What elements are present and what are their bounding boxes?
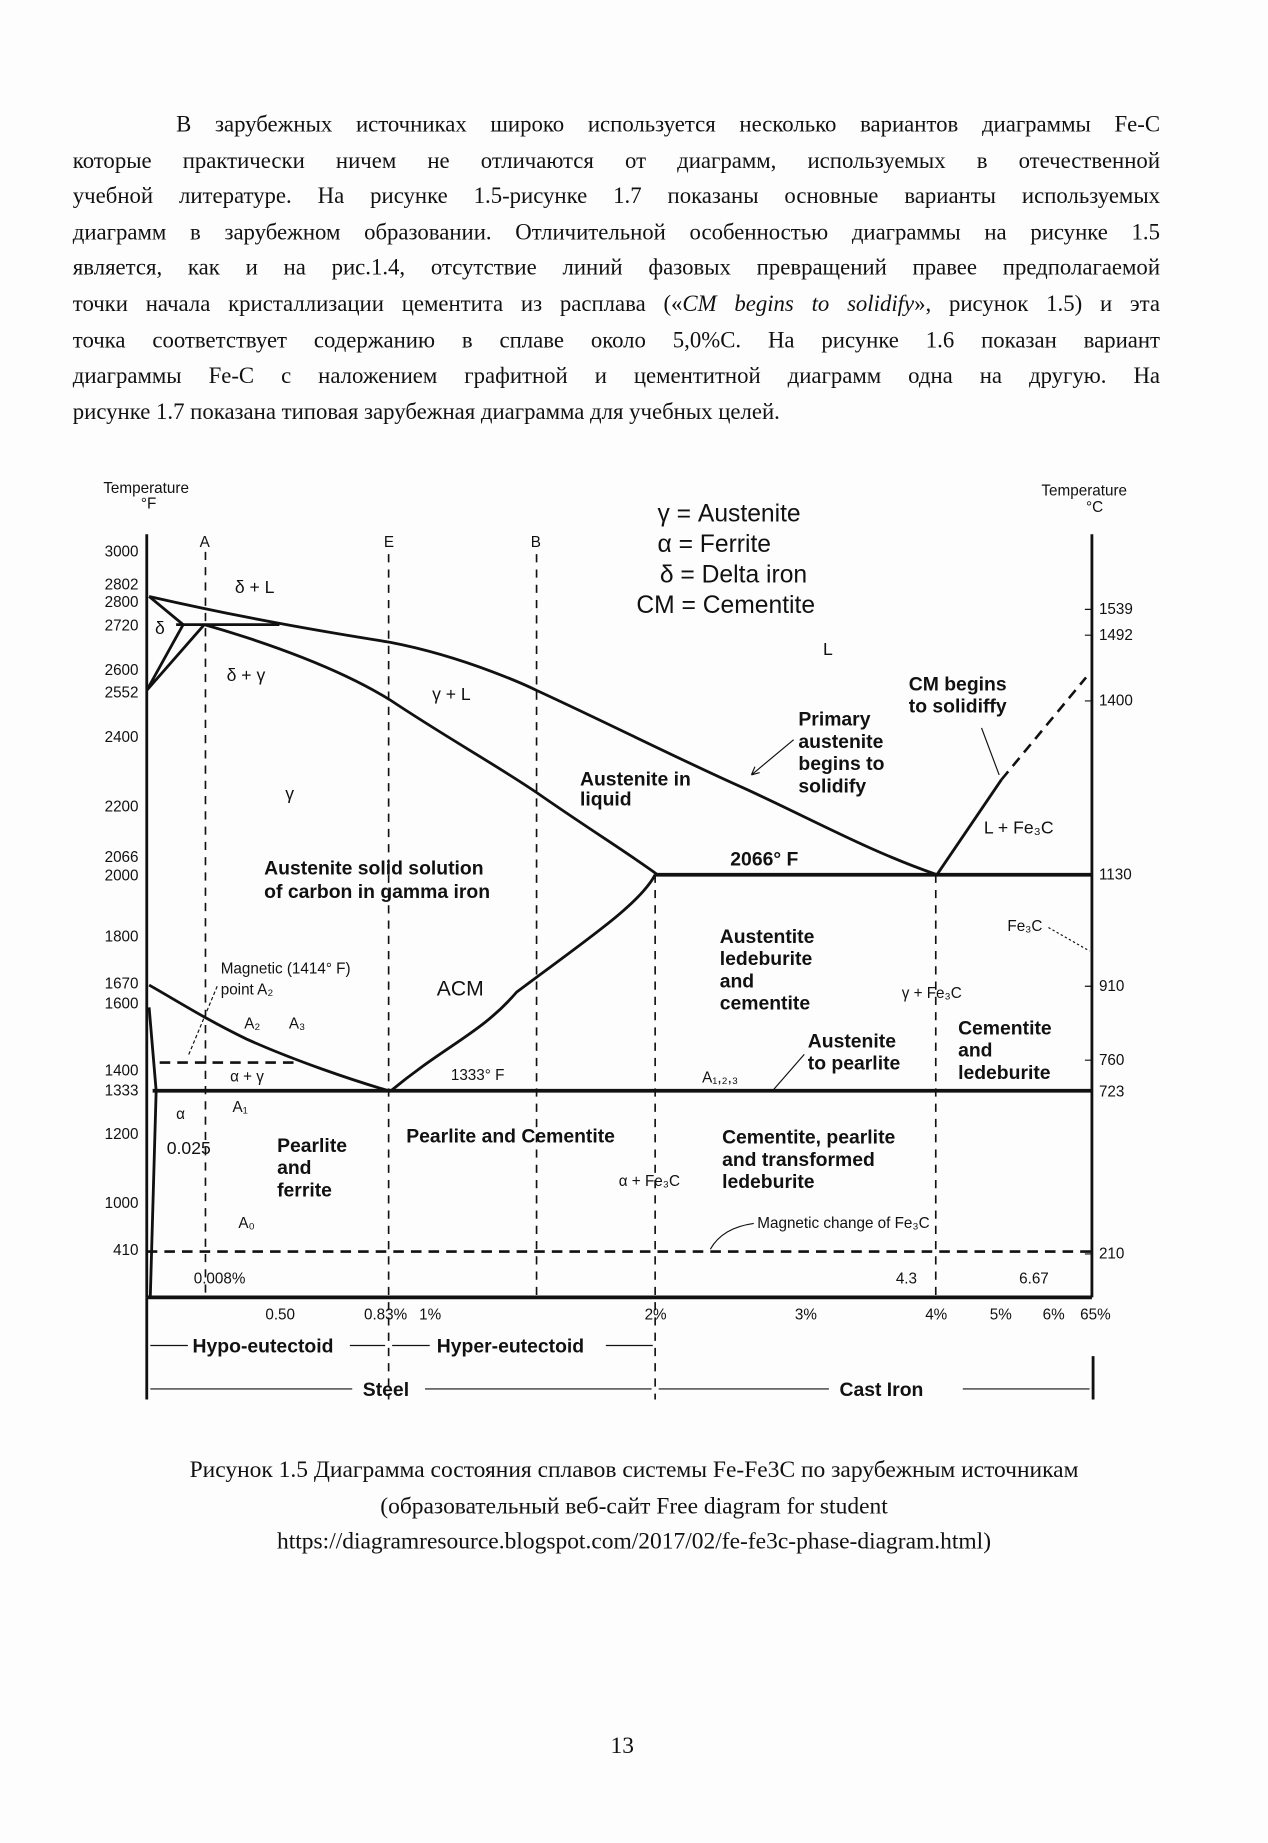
x-tick-label: 0.83%	[363, 1306, 408, 1324]
label-pearlite-ferrite: Pearlite	[277, 1134, 348, 1157]
x-tick-label: 5%	[989, 1306, 1012, 1324]
tick-label: 2200	[104, 798, 139, 816]
caption-line: Рисунок 1.5 Диаграмма состояния сплавов системы Fe-Fe3C по зарубежным источникам	[189, 1457, 1079, 1483]
label-0025: 0.025	[166, 1138, 211, 1159]
tick-label: 210	[1098, 1245, 1125, 1263]
tick-label: 1400	[1098, 692, 1133, 710]
label-alpha: α	[176, 1105, 185, 1123]
label-magnetic-point: Magnetic (1414° F)	[220, 960, 351, 978]
caption-line: https://diagramresource.blogspot.com/2017/02/fe-fe3c-phase-diagram.html)	[276, 1528, 992, 1555]
tick-label: 723	[1098, 1083, 1125, 1101]
label-a2: A₂	[244, 1015, 261, 1033]
label-delta: δ	[154, 618, 165, 639]
label-delta-l: δ + L	[234, 576, 275, 597]
label-primary: Primary	[798, 708, 871, 731]
label-0008: 0.008%	[193, 1270, 246, 1288]
region-labels	[155, 577, 1090, 1287]
label-austenite-to-pearlite: to pearlite	[807, 1052, 901, 1075]
label-cast-iron: Cast Iron	[839, 1379, 924, 1402]
cm-liquidus-extrapolation	[1002, 677, 1087, 779]
tick-label: 410	[113, 1242, 139, 1260]
label-a123: A₁,₂,₃	[702, 1069, 739, 1087]
label-cementite-pearlite: ledeburite	[722, 1171, 815, 1194]
label-austenite-to-pearlite: Austenite	[807, 1030, 896, 1053]
arrow-icon	[773, 1054, 805, 1090]
tick-label: 2720	[104, 617, 139, 635]
label-a3: A₃	[288, 1015, 306, 1033]
x-tick-label: 6%	[1042, 1306, 1065, 1324]
tick-label: 1539	[1098, 601, 1133, 619]
label-cm-begins: to solidiffy	[908, 695, 1007, 718]
paragraph-line: является, как и на рис.1.4, отсутствие линий фазовых превращений правее предполагаемой	[72, 256, 1161, 282]
x-tick-label: 2%	[644, 1306, 667, 1324]
alpha-solvus-line	[149, 1007, 156, 1297]
paragraph-line: которые практически ничем не отличаются от диаграмм, используемых в отечественной	[72, 148, 1161, 174]
paragraph-line: точка соответствует содержанию в сплаве около 5,0%С. На рисунке 1.6 показан вариант	[72, 328, 1161, 353]
label-primary: solidify	[798, 775, 867, 798]
label-gamma: γ	[285, 783, 295, 804]
right-axis-unit: °C	[1086, 498, 1104, 516]
label-austentite-ledeburite: cementite	[719, 992, 811, 1015]
tick-label: 1800	[104, 928, 139, 946]
tick-label: 1600	[104, 995, 139, 1013]
tick-label: 2000	[104, 867, 139, 885]
paragraph-line: учебной литературе. На рисунке 1.5-рисунке 1.7 показаны основные варианты используемых	[72, 184, 1161, 210]
delta-boundaries	[147, 596, 205, 690]
right-axis-title: Temperature	[1041, 482, 1128, 500]
tick-label: 910	[1098, 977, 1125, 995]
label-gamma-fe3c: γ + Fe₃C	[901, 984, 962, 1002]
tick-label: 760	[1098, 1051, 1125, 1069]
label-austenite-in-liquid: Austenite in	[580, 768, 691, 791]
tick-label: 1000	[104, 1195, 139, 1213]
x-ticks	[265, 1307, 1111, 1324]
legend-item: CM = Cementite	[636, 591, 816, 619]
caption-line: (образовательный веб-сайт Free diagram for student	[380, 1492, 888, 1519]
arrow-icon	[982, 728, 1000, 775]
paragraph-line: В зарубежных источниках широко используется несколько вариантов диаграммы Fe-C	[176, 112, 1161, 138]
tick-label: 2800	[104, 594, 139, 612]
line-start: точки начала кристаллизации цементита из расплава («	[72, 292, 683, 317]
label-austenite-solid: Austenite solid solution	[264, 857, 484, 880]
marker-label-b: B	[530, 534, 541, 552]
tick-label: 3000	[104, 543, 139, 561]
page-number: 13	[610, 1732, 635, 1759]
label-austentite-ledeburite: ledeburite	[719, 948, 813, 971]
legend-item: δ = Delta iron	[659, 561, 808, 589]
label-delta-gamma: δ + γ	[226, 664, 266, 685]
tick-label: 1492	[1098, 626, 1133, 644]
paragraph-line: диаграммы Fe-C с наложением графитной и цементитной диаграмм одна на другую. На	[72, 364, 1161, 389]
left-axis-unit: °F	[140, 495, 157, 513]
label-a1: A₁	[232, 1098, 248, 1116]
left-axis-title: Temperature	[103, 480, 189, 498]
label-cementite-ledeburite: ledeburite	[958, 1061, 1051, 1084]
tick-label: 1200	[104, 1125, 139, 1143]
a3-line	[149, 985, 389, 1091]
label-austentite-ledeburite: Austentite	[719, 925, 815, 948]
line-end: », рисунок 1.5) и эта	[914, 292, 1161, 317]
label-cm-begins: CM begins	[908, 673, 1007, 696]
label-a0: A₀	[238, 1215, 255, 1233]
label-l-fe3c: L + Fe₃C	[983, 817, 1054, 838]
label-667: 6.67	[1019, 1270, 1049, 1288]
label-acm: ACM	[436, 977, 484, 1001]
tick-label: 1400	[104, 1062, 139, 1080]
label-primary: austenite	[798, 730, 884, 753]
label-hyper-eutectoid: Hyper-eutectoid	[436, 1335, 585, 1358]
tick-label: 1670	[104, 975, 139, 993]
paragraph-line: диаграмм в зарубежном образовании. Отличительной особенностью диаграммы на рисунке 1.5	[72, 220, 1161, 246]
label-magnetic-change: Magnetic change of Fe₃C	[757, 1215, 930, 1233]
label-alpha-fe3c: α + Fe₃C	[618, 1172, 680, 1190]
tick-label: 2802	[104, 576, 139, 594]
legend	[636, 500, 815, 619]
figure-caption	[47, 1452, 1221, 1559]
label-hypo-eutectoid: Hypo-eutectoid	[192, 1335, 334, 1358]
label-liquid: L	[823, 639, 833, 660]
label-cementite-ledeburite: and	[958, 1039, 993, 1062]
x-tick-label: 4%	[925, 1306, 948, 1324]
tick-label: 2600	[104, 662, 139, 680]
x-tick-label: 3%	[794, 1306, 817, 1324]
label-cementite-pearlite: and transformed	[722, 1148, 875, 1171]
tick-label: 2400	[104, 729, 139, 747]
paragraph-line: рисунке 1.7 показана типовая зарубежная диаграмма для учебных целей.	[72, 400, 780, 425]
left-ticks	[105, 544, 139, 1260]
x-tick-label: 1%	[419, 1306, 442, 1324]
tick-label: 1333	[104, 1082, 139, 1100]
marker-label-e: E	[383, 534, 395, 552]
tick-label: 2066	[104, 848, 139, 866]
marker-label-a: A	[199, 534, 210, 552]
italic-phrase: CM begins to solidify	[682, 292, 915, 317]
label-43: 4.3	[895, 1270, 918, 1288]
tick-label: 2552	[104, 684, 139, 702]
label-austenite-solid: of carbon in gamma iron	[264, 881, 491, 904]
arrow-icon	[710, 1223, 753, 1249]
tick-label: 1130	[1098, 866, 1132, 884]
label-primary: begins to	[798, 753, 885, 776]
label-cementite-ledeburite: Cementite	[958, 1017, 1052, 1040]
label-pearlite-ferrite: and	[277, 1157, 312, 1180]
label-fe3c: Fe₃C	[1007, 918, 1043, 936]
label-pearlite-cementite: Pearlite and Cementite	[406, 1125, 615, 1148]
label-cementite-pearlite: Cementite, pearlite	[722, 1126, 896, 1149]
arrow-icon	[1048, 928, 1089, 951]
legend-item: α = Ferrite	[657, 530, 772, 558]
label-steel: Steel	[362, 1379, 410, 1402]
label-austentite-ledeburite: and	[719, 970, 755, 993]
label-2066f: 2066° F	[730, 848, 799, 871]
solidus-line	[204, 625, 657, 875]
label-pearlite-ferrite: ferrite	[277, 1179, 332, 1202]
x-tick-label: 0.50	[265, 1306, 296, 1324]
label-alpha-gamma: α + γ	[230, 1068, 264, 1086]
label-magnetic-point: point A₂	[220, 981, 274, 999]
label-1333f: 1333° F	[450, 1067, 505, 1085]
acm-line	[391, 875, 655, 1091]
label-austenite-in-liquid: liquid	[580, 788, 632, 811]
legend-item: γ = Austenite	[657, 500, 801, 528]
x-tick-label: 65%	[1080, 1306, 1111, 1324]
label-gamma-l: γ + L	[432, 683, 471, 704]
arrow-icon	[751, 740, 793, 775]
